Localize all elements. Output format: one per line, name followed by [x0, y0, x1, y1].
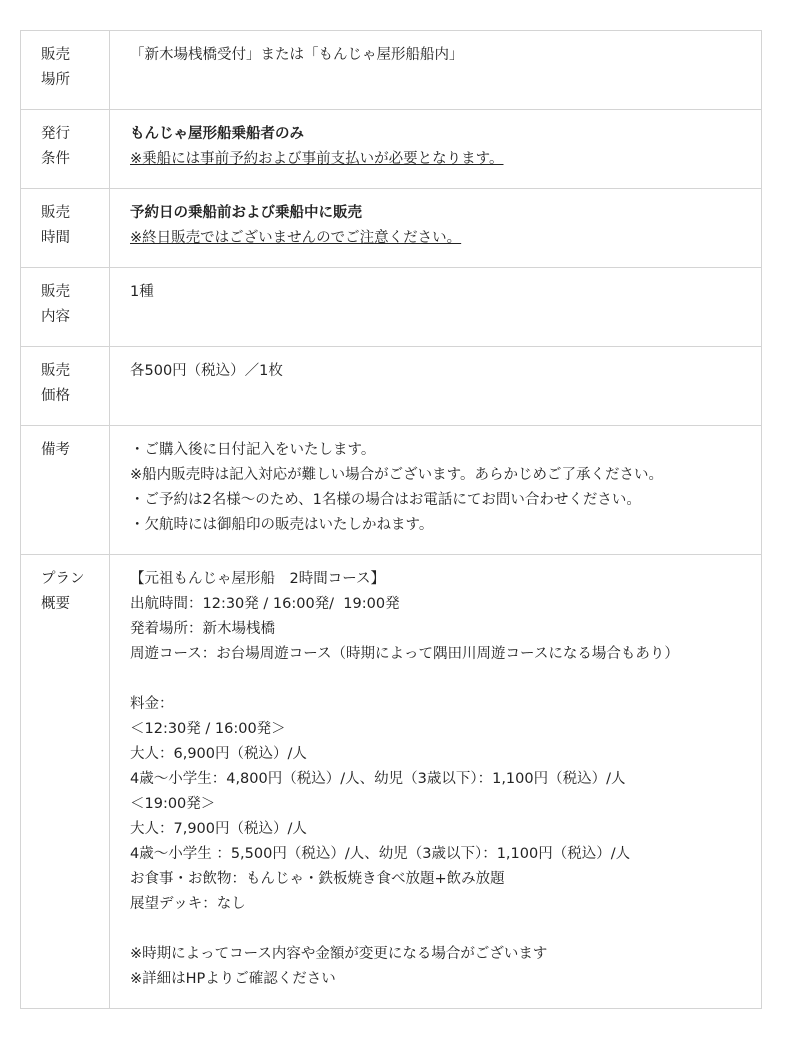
row-label: [21, 347, 110, 426]
remark-line: ・ご購入後に日付記入をいたします。: [130, 442, 376, 458]
row-label-line: プラン: [41, 571, 85, 587]
row-label-line: 発行: [41, 126, 70, 142]
row-value: [110, 31, 762, 110]
remark-line: ・ご予約は2名様～のため、1名様の場合はお電話にてお問い合わせください。: [130, 492, 641, 508]
table-row-remarks: [21, 426, 762, 555]
row-value: [110, 555, 762, 1009]
table-row-issue-conditions: [21, 110, 762, 189]
row-label-line: 備考: [41, 442, 70, 458]
plan-line: 発着場所：新木場桟橋: [130, 621, 275, 637]
plan-line: 出航時間：12:30発 / 16:00発/ 19:00発: [130, 596, 400, 612]
plan-line: ※詳細はHPよりご確認ください: [130, 971, 336, 987]
row-label-line: 内容: [41, 309, 70, 325]
plan-line: 周遊コース：お台場周遊コース（時期によって隅田川周遊コースになる場合もあり）: [130, 646, 679, 662]
sales-content-text: 1種: [130, 284, 154, 300]
plan-line: 大人：7,900円（税込）/人: [130, 821, 307, 837]
plan-line: お食事・お飲物：もんじゃ・鉄板焼き食べ放題+飲み放題: [130, 871, 505, 887]
plan-line: 大人：6,900円（税込）/人: [130, 746, 307, 762]
sales-time-text: 予約日の乗船前および乗船中に販売: [130, 205, 362, 221]
row-label-line: 概要: [41, 596, 70, 612]
row-value: [110, 426, 762, 555]
plan-line: ＜19:00発＞: [130, 796, 216, 812]
blank-line: [130, 917, 741, 942]
row-label: [21, 110, 110, 189]
plan-line: 料金：: [130, 696, 174, 712]
row-value: [110, 347, 762, 426]
plan-line: ＜12:30発 / 16:00発＞: [130, 721, 286, 737]
row-label-line: 販売: [41, 284, 70, 300]
issue-condition-note: ※乗船には事前予約および事前支払いが必要となります。: [130, 151, 504, 167]
remark-line: ※船内販売時は記入対応が難しい場合がございます。あらかじめご了承ください。: [130, 467, 663, 483]
row-label-line: 場所: [41, 72, 70, 88]
row-label-line: 販売: [41, 363, 70, 379]
row-label-line: 販売: [41, 205, 70, 221]
plan-line: 展望デッキ：なし: [130, 896, 246, 912]
sales-time-note: ※終日販売ではございませんのでご注意ください。: [130, 230, 462, 246]
row-value: [110, 189, 762, 268]
table-row-sales-price: [21, 347, 762, 426]
table-row-sales-location: [21, 31, 762, 110]
row-label: [21, 555, 110, 1009]
plan-line: 【元祖もんじゃ屋形船 2時間コース】: [130, 571, 385, 587]
row-label: [21, 189, 110, 268]
row-label-line: 条件: [41, 151, 70, 167]
row-value: [110, 110, 762, 189]
row-label: [21, 268, 110, 347]
sales-location-text: 「新木場桟橋受付」または「もんじゃ屋形船船内」: [130, 47, 464, 63]
sales-price-text: 各500円（税込）／1枚: [130, 363, 283, 379]
plan-line: 4歳～小学生：4,800円（税込）/人、幼児（3歳以下）：1,100円（税込）/人: [130, 771, 626, 787]
issue-condition-text: もんじゃ屋形船乗船者のみ: [130, 126, 304, 142]
row-value: [110, 268, 762, 347]
plan-line: ※時期によってコース内容や金額が変更になる場合がございます: [130, 946, 548, 962]
blank-line: [130, 667, 741, 692]
row-label-line: 時間: [41, 230, 70, 246]
info-table: [20, 30, 762, 1009]
row-label: [21, 426, 110, 555]
row-label-line: 価格: [41, 388, 70, 404]
row-label-line: 販売: [41, 47, 70, 63]
row-label: [21, 31, 110, 110]
remark-line: ・欠航時には御船印の販売はいたしかねます。: [130, 517, 434, 533]
table-row-sales-time: [21, 189, 762, 268]
plan-line: 4歳～小学生 ：5,500円（税込）/人、幼児（3歳以下）：1,100円（税込）/人: [130, 846, 631, 862]
table-row-sales-content: [21, 268, 762, 347]
table-row-plan-overview: [21, 555, 762, 1009]
